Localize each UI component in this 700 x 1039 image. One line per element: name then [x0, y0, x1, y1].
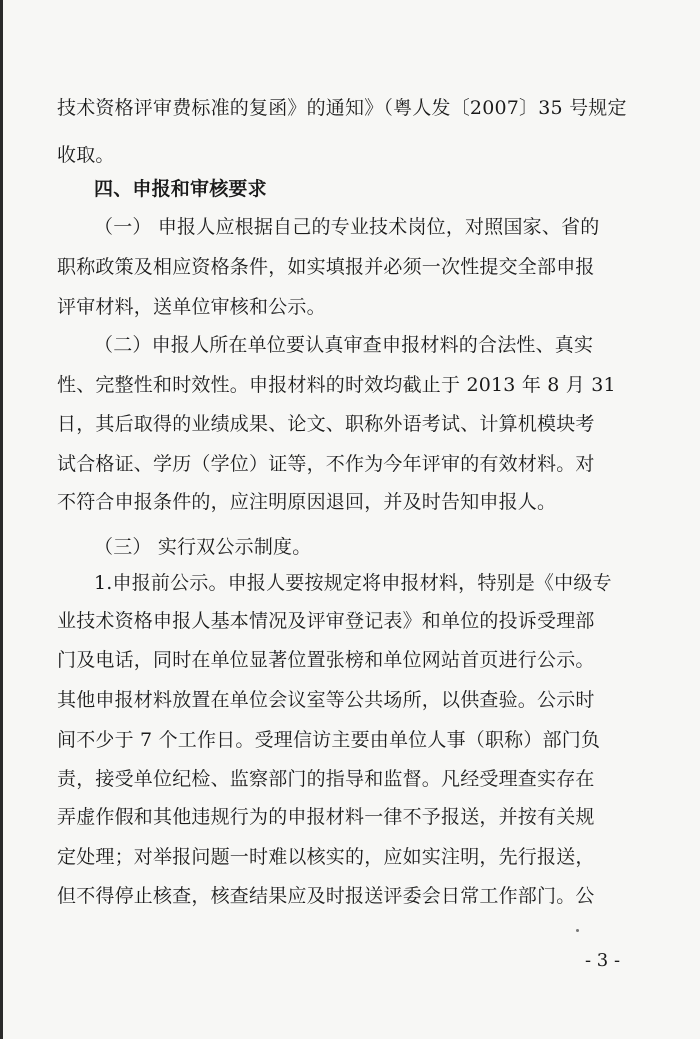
text-line: 业技术资格申报人基本情况及评审登记表》和单位的投诉受理部 [57, 610, 595, 632]
text-line: 其他申报材料放置在单位会议室等公共场所，以供查验。公示时 [57, 689, 595, 711]
scan-speck [576, 929, 579, 932]
section-heading: 四、申报和审核要求 [94, 178, 267, 200]
text-line: 性、完整性和时效性。申报材料的时效均截止于 2013 年 8 月 31 [57, 374, 616, 396]
text-line: 收取。 [57, 144, 115, 166]
text-line: 日，其后取得的业绩成果、论文、职称外语考试、计算机模块考 [57, 413, 595, 435]
text-line: 间不少于 7 个工作日。受理信访主要由单位人事（职称）部门负 [57, 729, 601, 751]
text-line: 不符合申报条件的，应注明原因退回，并及时告知申报人。 [57, 491, 557, 513]
text-line: （二）申报人所在单位要认真审查申报材料的合法性、真实 [94, 334, 594, 356]
text-line: 1.申报前公示。申报人要按规定将申报材料，特别是《中级专 [94, 572, 612, 594]
text-line: 定处理；对举报问题一时难以核实的，应如实注明，先行报送， [57, 846, 595, 868]
text-line: 职称政策及相应资格条件，如实填报并必须一次性提交全部申报 [57, 256, 595, 278]
text-line: 弄虚作假和其他违规行为的申报材料一律不予报送，并按有关规 [57, 806, 595, 828]
text-line: 评审材料，送单位审核和公示。 [57, 296, 326, 318]
page-number: - 3 - [585, 950, 621, 971]
text-line: 门及电话，同时在单位显著位置张榜和单位网站首页进行公示。 [57, 649, 595, 671]
text-line: 技术资格评审费标准的复函》的通知》（粤人发〔2007〕35 号规定 [57, 97, 627, 119]
text-line: 但不得停止核查，核查结果应及时报送评委会日常工作部门。公 [57, 885, 595, 907]
text-line: （一） 申报人应根据自己的专业技术岗位，对照国家、省的 [94, 216, 600, 238]
text-line: （三） 实行双公示制度。 [94, 536, 312, 558]
scan-edge [0, 0, 3, 1039]
text-line: 试合格证、学历（学位）证等，不作为今年评审的有效材料。对 [57, 453, 595, 475]
text-line: 责，接受单位纪检、监察部门的指导和监督。凡经受理查实存在 [57, 768, 595, 790]
